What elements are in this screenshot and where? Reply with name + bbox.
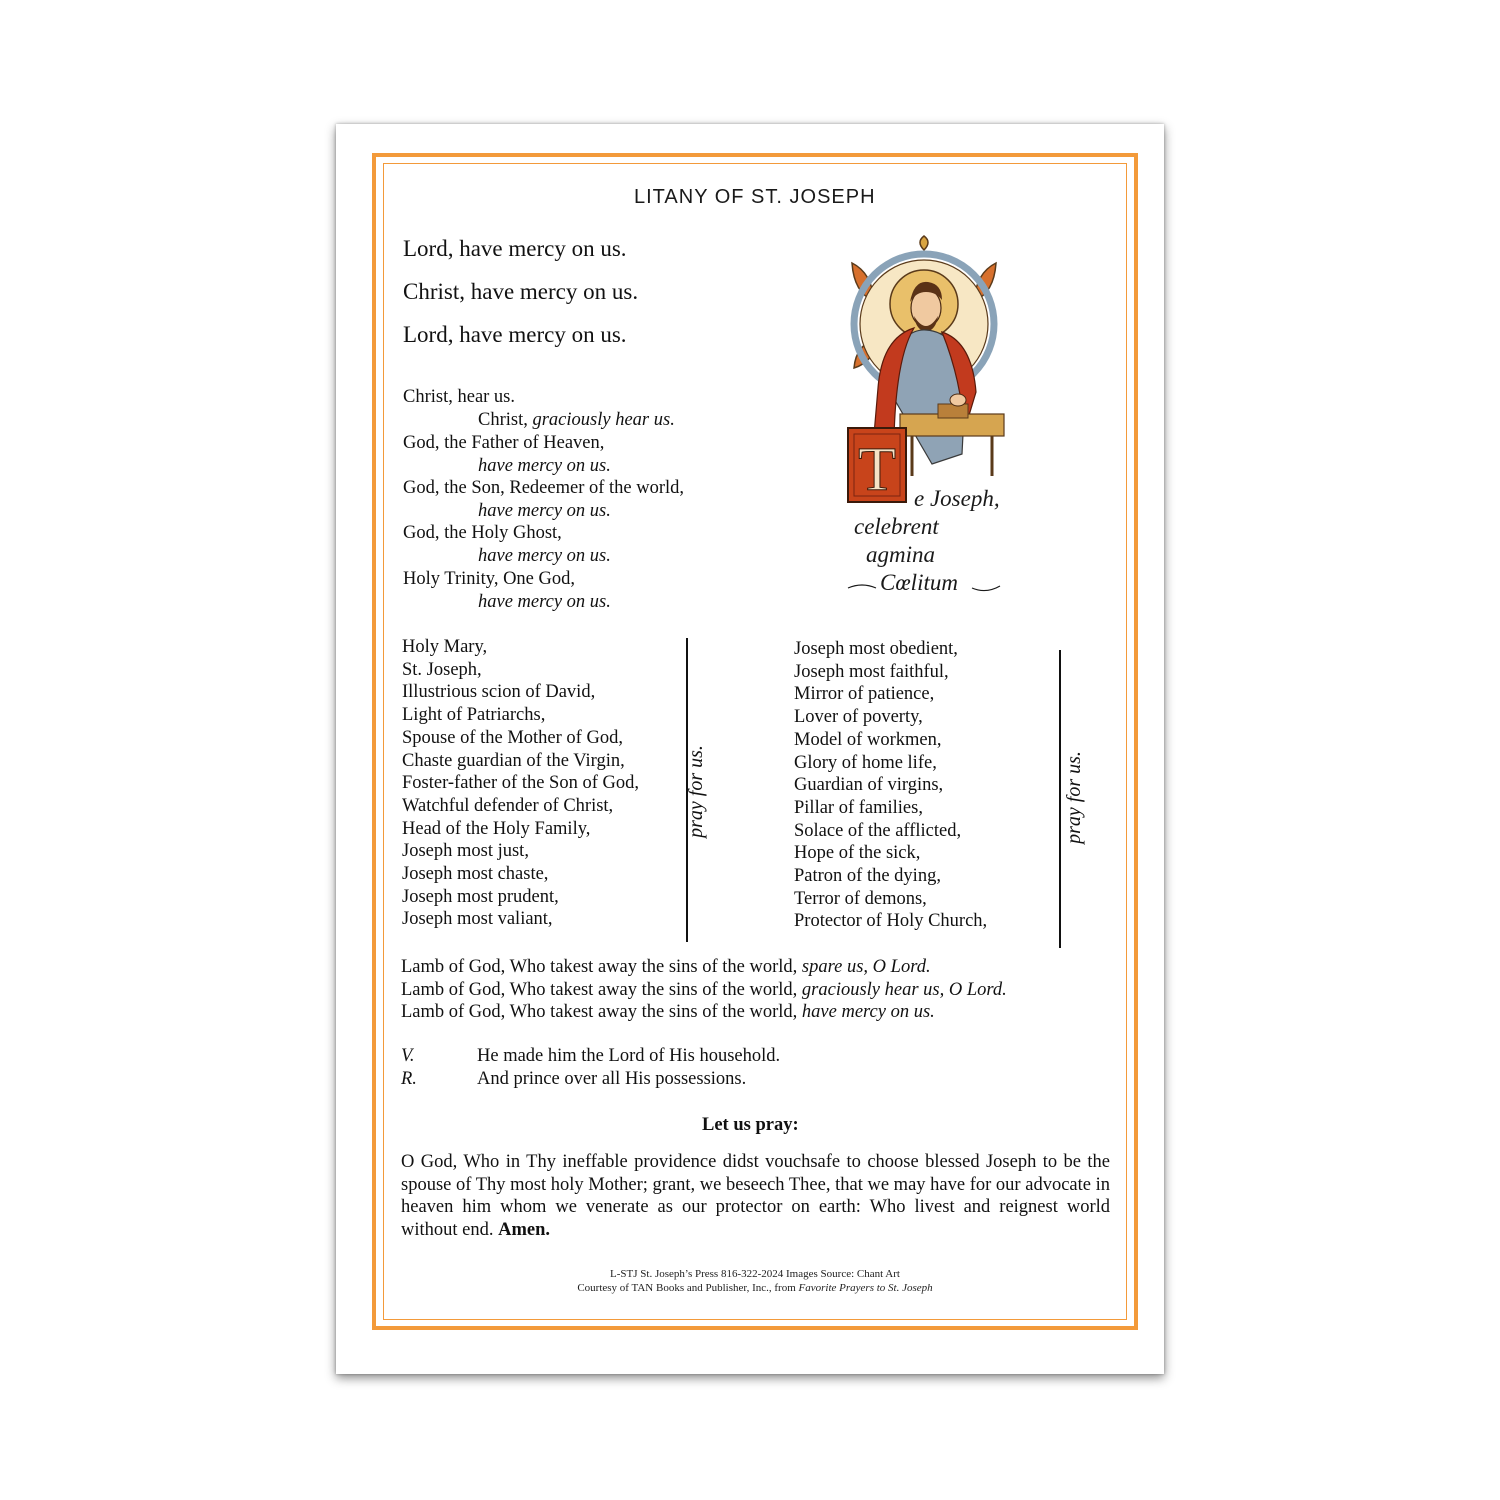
litany-item: Terror of demons, [794,888,927,909]
litany-item: Joseph most faithful, [794,661,949,682]
litany-right-column [794,638,987,933]
litany-item: Joseph most valiant, [402,909,553,930]
litany-item: Protector of Holy Church, [794,911,988,932]
latin-line-3: agmina [866,542,935,567]
page-title: LITANY OF ST. JOSEPH [634,186,876,208]
pray-for-us-right: pray for us. [1062,751,1085,844]
latin-line-1: e Joseph, [914,486,1000,511]
kyrie-line-3: Lord, have mercy on us. [403,322,627,347]
litany-item: Joseph most prudent, [402,886,559,907]
st-joseph-image [842,228,1006,600]
pray-for-us-left: pray for us. [684,745,707,838]
litany-item: Joseph most chaste, [402,864,549,885]
litany-item: Joseph most just, [402,841,529,862]
litany-item: Chaste guardian of the Virgin, [402,750,625,771]
litany-item: St. Joseph, [402,659,482,680]
right-bracket-line [1059,650,1061,948]
litany-item: Mirror of patience, [794,684,935,705]
latin-line-4: Cœlitum [880,570,958,595]
litany-item: Light of Patriarchs, [402,705,546,726]
response-label: R. [401,1069,417,1089]
closing-prayer: O God, Who in Thy ineffable providence didst vouchsafe to choose blessed Joseph to be the spouse of Thy most holy Mother; grant, we beseech Thee, that we may have for our advocate in heaven him whom we venerate as our protector on earth: Who livest and reignest world without end. Amen. [401,1152,1110,1240]
litany-item: Joseph most obedient, [794,639,958,659]
invocation-response: have mercy on us. [478,456,611,476]
illuminated-initial: T [858,436,896,504]
litany-item: Lover of poverty, [794,707,923,728]
let-us-pray-heading: Let us pray: [702,1115,799,1135]
litany-item: Hope of the sick, [794,843,921,864]
footer-line-1: L-STJ St. Joseph’s Press 816-322-2024 Images Source: Chant Art [610,1268,900,1280]
invocation-response: have mercy on us. [478,592,611,612]
litany-item: Guardian of virgins, [794,775,944,796]
litany-left-column [402,636,639,931]
litany-item: Spouse of the Mother of God, [402,727,623,748]
st-joseph-illumination [842,228,1006,600]
litany-item: Glory of home life, [794,752,937,773]
kyrie-line-2: Christ, have mercy on us. [403,279,639,304]
invocation-response: have mercy on us. [478,546,611,566]
agnus-dei-line-3: Lamb of God, Who takest away the sins of the world, have mercy on us. [401,1002,935,1022]
invocation-response: have mercy on us. [478,501,611,521]
response-text: And prince over all His possessions. [477,1069,747,1089]
litany-item: Watchful defender of Christ, [402,795,614,816]
litany-item: Patron of the dying, [794,866,941,887]
litany-item: Model of workmen, [794,729,942,750]
litany-item: Head of the Holy Family, [402,818,591,839]
invocation-call: God, the Father of Heaven, [403,433,605,453]
litany-item: Holy Mary, [402,637,488,657]
invocation-call: Holy Trinity, One God, [403,569,576,589]
invocation-response: Christ, graciously hear us. [478,410,675,430]
litany-item: Pillar of families, [794,797,923,818]
litany-item: Solace of the afflicted, [794,820,962,841]
litany-item: Illustrious scion of David, [402,682,596,703]
kyrie-line-1: Lord, have mercy on us. [403,236,627,261]
versicle-label: V. [401,1046,415,1066]
agnus-dei-line-2: Lamb of God, Who takest away the sins of the world, graciously hear us, O Lord. [401,980,1007,1000]
litany-item: Foster-father of the Son of God, [402,773,639,794]
agnus-dei-line-1: Lamb of God, Who takest away the sins of the world, spare us, O Lord. [401,957,931,977]
footer-line-2: Courtesy of TAN Books and Publisher, Inc., from Favorite Prayers to St. Joseph [577,1282,933,1294]
invocation-call: God, the Holy Ghost, [403,523,562,543]
versicle-text: He made him the Lord of His household. [477,1046,781,1066]
invocation-call: God, the Son, Redeemer of the world, [403,478,685,498]
invocation-call: Christ, hear us. [403,387,516,407]
latin-line-2: celebrent [854,514,939,539]
